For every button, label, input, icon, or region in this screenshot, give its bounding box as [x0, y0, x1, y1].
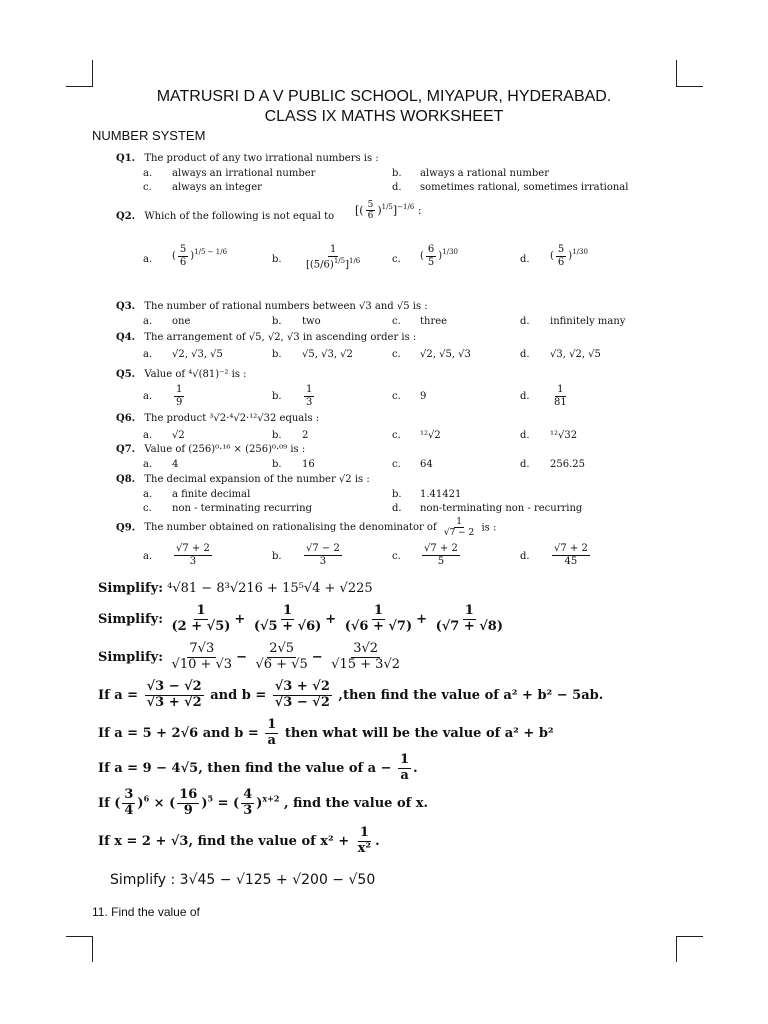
question-1	[116, 153, 379, 164]
option-label: d.	[520, 551, 530, 562]
question-text: The decimal expansion of the number √2 is :	[144, 474, 370, 485]
option-text: always a rational number	[420, 168, 550, 179]
option-label: b.	[392, 489, 402, 500]
problem-text: If a = 5 + 2√6 and b =	[98, 725, 259, 741]
option-fraction: $\frac{√7 + 2}{5}$	[424, 543, 458, 567]
problem-text: ,then find the value of a² + b² − 5ab.	[338, 687, 604, 703]
option-expression: ( $\frac{5}{6}$ )$^{1/30}$	[550, 244, 588, 268]
option-text: non - terminating recurring	[172, 503, 313, 514]
option-fraction: $\frac{√7 - 2}{3}$	[306, 543, 340, 567]
option-label: a.	[143, 459, 153, 470]
q2-expression: [( $\frac{5}{6}$ )$^{1/5}$]$^{-1/6}$ :	[355, 200, 422, 222]
option-text: 256.25	[550, 459, 585, 470]
crop-mark	[676, 86, 703, 87]
problem-a-b-squares	[98, 718, 554, 749]
problem-text: If	[98, 795, 110, 811]
simplify-radicals: Simplify : 3√45 − √125 + √200 − √50	[110, 872, 376, 888]
option-text: √2	[172, 430, 185, 441]
option-label: d.	[520, 316, 530, 327]
problem-text: If a =	[98, 687, 139, 703]
option-label: d.	[520, 349, 530, 360]
question-number: Q9.	[116, 522, 136, 534]
problem-text: and b =	[210, 687, 267, 703]
option-label: b.	[272, 391, 282, 402]
option-label: b.	[272, 430, 282, 441]
option-label: c.	[392, 391, 401, 402]
term: $\frac{1}{a}$	[400, 752, 410, 783]
option-label: c.	[392, 349, 401, 360]
question-3	[116, 301, 428, 312]
option-text: √2, √3, √5	[172, 349, 223, 360]
simplify-label: Simplify:	[98, 611, 163, 627]
question-9	[116, 517, 496, 539]
option-text: 9	[420, 391, 427, 402]
option-text: sometimes rational, sometimes irrational	[420, 182, 629, 193]
question-tail: is :	[481, 522, 497, 534]
simplify-2: Simplify: $\frac{1}{(2 + √5)}$ + $\frac{1}{(√5 + √6)}$ + $\frac{1}{(√6 + √7)}$ + $\frac{1}{(√7 + √8)}$	[98, 603, 503, 634]
simplify-label: Simplify:	[98, 581, 163, 596]
term: $\frac{7√3}{√10 + √3}$	[171, 641, 233, 672]
problem-exponent: If ( $\frac{3}{4}$ )$^6$ × ( $\frac{16}{9}$ )$^5$ = ( $\frac{4}{3}$ )$^{x+2}$ , find the value of x.	[98, 787, 429, 818]
topic-heading: NUMBER SYSTEM	[92, 128, 206, 143]
option-text: ¹²√32	[550, 430, 578, 441]
option-fraction: $\frac{√7 + 2}{45}$	[554, 543, 588, 567]
find-value-item: 11. Find the value of	[92, 905, 200, 919]
term: $\frac{1}{a}$	[267, 717, 277, 748]
option-label: a.	[143, 430, 153, 441]
question-text: Value of (256)⁰·¹⁶ × (256)⁰·⁰⁹ is :	[144, 444, 306, 455]
option-fraction: $\frac{1}{81}$	[554, 384, 567, 408]
option-label: b.	[392, 168, 402, 179]
option-fraction: $\frac{1}{3}$	[306, 384, 313, 408]
question-number: Q6.	[116, 413, 136, 424]
simplify-expression: ⁴√81 − 8³√216 + 15⁵√4 + √225	[167, 581, 373, 596]
option-text: √2, √5, √3	[420, 349, 471, 360]
question-text: The number of rational numbers between √3 and √5 is :	[144, 301, 428, 312]
option-text: 64	[420, 459, 433, 470]
option-text: 16	[302, 459, 315, 470]
question-number: Q8.	[116, 474, 136, 485]
option-text: always an irrational number	[172, 168, 316, 179]
option-text: 2	[302, 430, 309, 441]
option-label: a.	[143, 168, 153, 179]
option-text: non-terminating non - recurring	[420, 503, 583, 514]
problem-text: If x = 2 + √3, find the value of x² +	[98, 833, 350, 849]
option-label: a.	[143, 551, 153, 562]
term: $\frac{3√2}{√15 + 3√2}$	[331, 641, 401, 672]
crop-mark	[66, 936, 93, 937]
question-text: The arrangement of √5, √2, √3 in ascending order is :	[144, 332, 417, 343]
option-label: a.	[143, 391, 153, 402]
option-text: always an integer	[172, 182, 262, 193]
crop-mark	[676, 60, 677, 86]
option-label: a.	[143, 349, 153, 360]
option-text: three	[420, 316, 448, 327]
option-label: b.	[272, 254, 282, 265]
term: $\frac{√3 - √2}{√3 + √2}$	[146, 679, 202, 710]
option-label: b.	[272, 316, 282, 327]
problem-text: If a = 9 − 4√5, then find the value of a −	[98, 760, 392, 776]
option-expression: ( $\frac{6}{5}$ )$^{1/30}$	[420, 244, 458, 268]
question-number: Q2.	[116, 211, 136, 222]
option-text: 1.41421	[420, 489, 462, 500]
term: $\frac{1}{(2 + √5)}$	[171, 603, 231, 634]
option-text: infinitely many	[550, 316, 626, 327]
option-label: c.	[143, 503, 152, 514]
option-label: a.	[143, 316, 153, 327]
option-label: b.	[272, 551, 282, 562]
option-label: d.	[392, 503, 402, 514]
option-label: d.	[520, 459, 530, 470]
option-label: b.	[272, 459, 282, 470]
option-label: d.	[520, 391, 530, 402]
question-5	[116, 369, 247, 380]
option-label: c.	[392, 459, 401, 470]
crop-mark	[676, 936, 703, 937]
option-fraction: $\frac{√7 + 2}{3}$	[176, 543, 210, 567]
option-text: 4	[172, 459, 179, 470]
problem-a-minus-inverse: If a = 9 − 4√5, then find the value of a − $\frac{1}{a}$ .	[98, 752, 418, 783]
question-number: Q7.	[116, 444, 136, 455]
simplify-3: Simplify: $\frac{7√3}{√10 + √3}$ − $\frac{2√5}{√6 + √5}$ − $\frac{3√2}{√15 + 3√2}$	[98, 641, 401, 672]
option-fraction: $\frac{1}{9}$	[176, 384, 183, 408]
option-text: √3, √2, √5	[550, 349, 601, 360]
option-text: √5, √3, √2	[302, 349, 353, 360]
question-fraction: $\frac{1}{√7 - 2}$	[443, 517, 475, 539]
crop-mark	[66, 86, 93, 87]
option-expression: $\frac{1}{[(5/6)^{1/5}]^{1/6}}$	[306, 244, 361, 270]
option-label: c.	[392, 430, 401, 441]
option-expression: ( $\frac{5}{6}$ )$^{1/5 - 1/6}$	[172, 244, 228, 268]
question-4	[116, 332, 416, 343]
term: $\frac{1}{(√6 + √7)}$	[344, 603, 413, 634]
option-text: one	[172, 316, 191, 327]
option-label: a.	[143, 489, 153, 500]
question-number: Q3.	[116, 301, 136, 312]
question-text: The number obtained on rationalising the denominator of	[144, 522, 437, 534]
question-6	[116, 413, 319, 424]
option-label: c.	[392, 316, 401, 327]
question-7	[116, 444, 305, 455]
simplify-1	[98, 581, 373, 596]
question-number: Q5.	[116, 369, 136, 380]
crop-mark	[92, 60, 93, 86]
worksheet-title: CLASS IX MATHS WORKSHEET	[264, 108, 504, 125]
simplify-label: Simplify:	[98, 649, 163, 665]
problem-text: , find the value of x.	[283, 795, 429, 811]
problem-x-squared: If x = 2 + √3, find the value of x² + $\frac{1}{\text{x²}}$ .	[98, 825, 380, 856]
option-text: ¹²√2	[420, 430, 441, 441]
problem-text: then what will be the value of a² + b²	[284, 725, 554, 741]
question-number: Q1.	[116, 153, 136, 164]
option-label: d.	[392, 182, 402, 193]
term: $\frac{1}{(√7 + √8)}$	[435, 603, 503, 634]
crop-mark	[92, 936, 93, 962]
option-label: c.	[143, 182, 152, 193]
question-2	[116, 211, 334, 222]
option-text: a finite decimal	[172, 489, 251, 500]
term: $\frac{1}{\text{x²}}$	[357, 825, 372, 856]
option-label: d.	[520, 430, 530, 441]
option-label: b.	[272, 349, 282, 360]
option-label: c.	[392, 254, 401, 265]
question-8	[116, 474, 370, 485]
crop-mark	[676, 936, 677, 962]
option-label: c.	[392, 551, 401, 562]
option-label: d.	[520, 254, 530, 265]
term: $\frac{1}{(√5 + √6)}$	[253, 603, 322, 634]
question-number: Q4.	[116, 332, 136, 343]
question-text: Which of the following is not equal to	[144, 211, 335, 222]
question-text: The product of any two irrational numbers is :	[144, 153, 379, 164]
term: $\frac{2√5}{√6 + √5}$	[255, 641, 308, 672]
option-text: two	[302, 316, 321, 327]
term: $\frac{√3 + √2}{√3 - √2}$	[274, 679, 330, 710]
question-text: Value of ⁴√(81)⁻² is :	[144, 369, 247, 380]
school-name: MATRUSRI D A V PUBLIC SCHOOL, MIYAPUR, HYDERABAD.	[156, 88, 612, 105]
option-label: a.	[143, 254, 153, 265]
question-text: The product ³√2·⁴√2·¹²√32 equals :	[144, 413, 320, 424]
problem-ab	[98, 680, 603, 711]
